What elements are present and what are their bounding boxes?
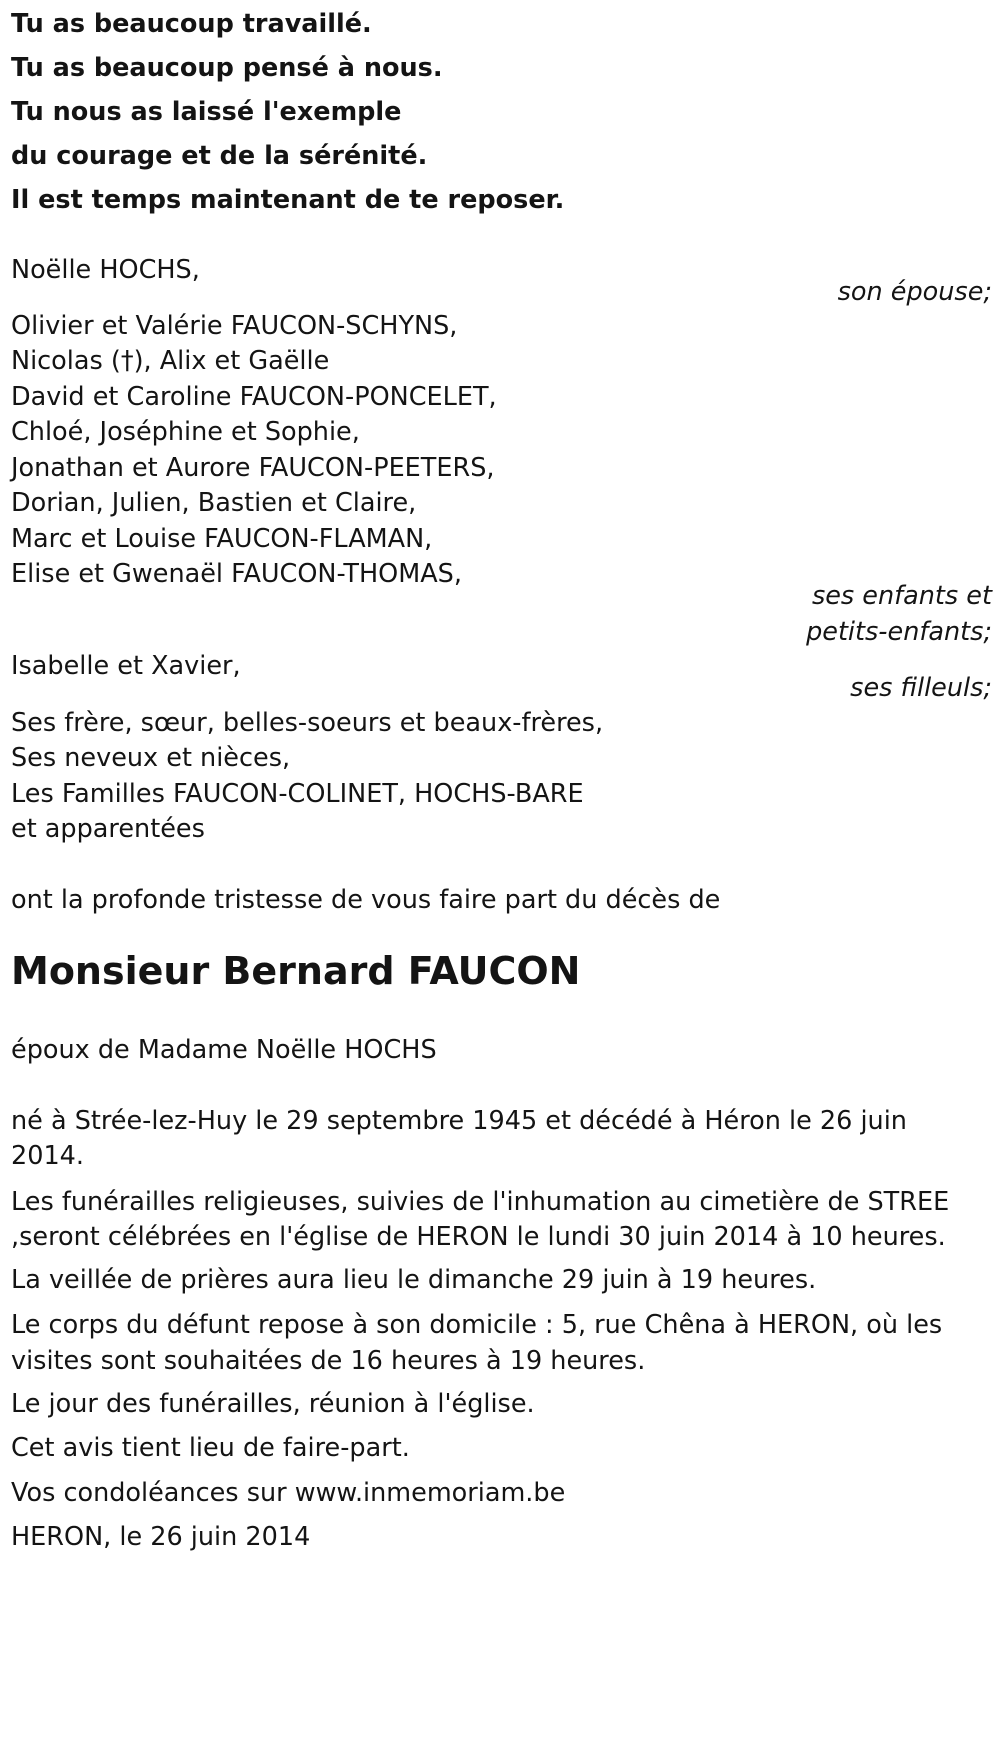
funeral-line-2: ,seront célébrées en l'église de HERON le lundi 30 juin 2014 à 10 heures. <box>11 1222 946 1252</box>
children-role-line-2: petits-enfants; <box>806 617 992 647</box>
body-rest-line-1: Le corps du défunt repose à son domicile : 5, rue Chêna à HERON, où les <box>11 1310 943 1340</box>
godchildren-name: Isabelle et Xavier, <box>11 651 241 681</box>
children-role-line-1: ses enfants et <box>811 581 992 611</box>
spouse-role: son épouse; <box>837 277 992 307</box>
relatives-line-4: et apparentées <box>11 814 205 844</box>
notice: Cet avis tient lieu de faire-part. <box>11 1433 410 1463</box>
relatives-line-3: Les Familles FAUCON-COLINET, HOCHS-BARE <box>11 779 584 809</box>
children-line-5: Jonathan et Aurore FAUCON-PEETERS, <box>11 453 495 483</box>
poem-line-1: Tu as beaucoup travaillé. <box>11 9 372 39</box>
poem-line-5: Il est temps maintenant de te reposer. <box>11 185 565 215</box>
children-line-2: Nicolas (†), Alix et Gaëlle <box>11 346 330 376</box>
children-line-6: Dorian, Julien, Bastien et Claire, <box>11 488 417 518</box>
birth-death-line-1: né à Strée-lez-Huy le 29 septembre 1945 et décédé à Héron le 26 juin <box>11 1106 907 1136</box>
condolences: Vos condoléances sur www.inmemoriam.be <box>11 1478 566 1508</box>
relatives-line-2: Ses neveux et nièces, <box>11 743 291 773</box>
children-line-3: David et Caroline FAUCON-PONCELET, <box>11 382 497 412</box>
spouse-name: Noëlle HOCHS, <box>11 255 200 285</box>
poem-line-2: Tu as beaucoup pensé à nous. <box>11 53 443 83</box>
deceased-name: Monsieur Bernard FAUCON <box>11 949 581 993</box>
birth-death-line-2: 2014. <box>11 1141 85 1171</box>
meeting: Le jour des funérailles, réunion à l'église. <box>11 1389 535 1419</box>
godchildren-role: ses filleuls; <box>850 673 992 703</box>
place-date: HERON, le 26 juin 2014 <box>11 1522 311 1552</box>
funeral-line-1: Les funérailles religieuses, suivies de l'inhumation au cimetière de STREE <box>11 1187 950 1217</box>
spouse-of: époux de Madame Noëlle HOCHS <box>11 1035 437 1065</box>
children-line-8: Elise et Gwenaël FAUCON-THOMAS, <box>11 559 462 589</box>
body-rest-line-2: visites sont souhaitées de 16 heures à 19 heures. <box>11 1346 646 1376</box>
vigil: La veillée de prières aura lieu le dimanche 29 juin à 19 heures. <box>11 1265 817 1295</box>
children-line-7: Marc et Louise FAUCON-FLAMAN, <box>11 524 433 554</box>
poem-line-3: Tu nous as laissé l'exemple <box>11 97 402 127</box>
children-line-4: Chloé, Joséphine et Sophie, <box>11 417 360 447</box>
poem-line-4: du courage et de la sérénité. <box>11 141 428 171</box>
announcement: ont la profonde tristesse de vous faire part du décès de <box>11 885 721 915</box>
relatives-line-1: Ses frère, sœur, belles-soeurs et beaux-frères, <box>11 708 604 738</box>
children-line-1: Olivier et Valérie FAUCON-SCHYNS, <box>11 311 458 341</box>
